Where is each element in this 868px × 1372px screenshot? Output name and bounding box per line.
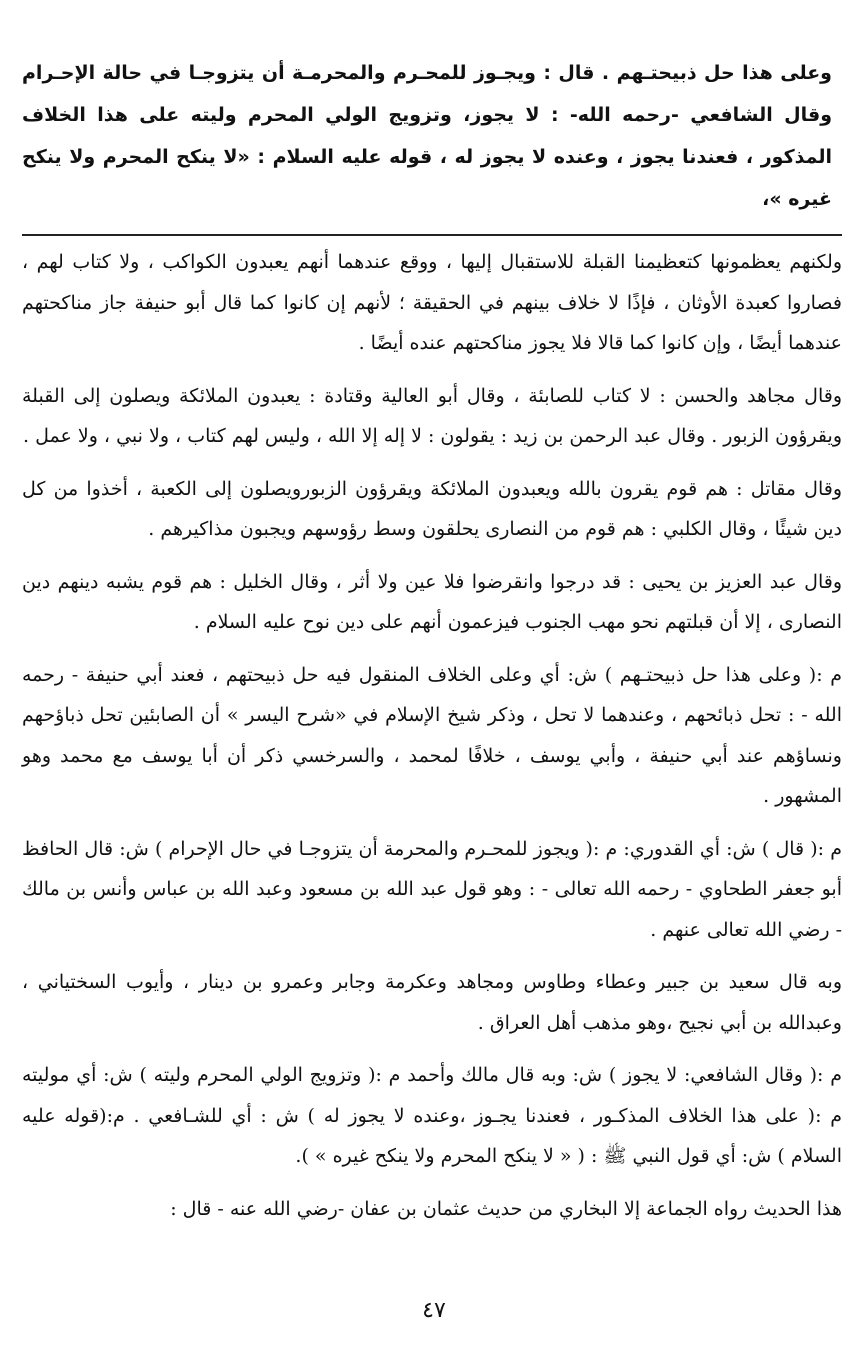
- matn-text: وعلى هذا حل ذبيحتـهم . قال : ويجـوز للمحـرم والمحرمـة أن يتزوجـا في حالة الإحـرام وقال الشافعي -رحمه الله- : لا يجوز، وتزويج الولي المحرم وليته على هذا الخلاف المذكور ، فعندنا يجوز ، وعنده لا يجوز له ، قوله عليه السلام : «لا ينكح المحرم ولا ينكح غيره »،: [22, 62, 832, 210]
- commentary-paragraph-2: وقال مجاهد والحسن : لا كتاب للصابئة ، وقال أبو العالية وقتادة : يعبدون الملائكة ويصلون إلى القبلة ويقرؤون الزبور . وقال عبد الرحمن بن زيد : يقولون : لا إله إلا الله ، وليس لهم كتاب ، ولا نبي ، ولا عمل .: [22, 384, 842, 447]
- commentary-paragraph-6: م :( قال ) ش: أي القدوري: م :( ويجوز للمحـرم والمحرمة أن يتزوجـا في حال الإحرام ) ش: قال الحافظ أبو جعفر الطحاوي - رحمه الله تعالى - : وهو قول عبد الله بن مسعود وعبد الله بن عباس وأنس بن مالك - رضي الله تعالى عنهم .: [22, 837, 842, 941]
- separator-rule: [22, 234, 842, 236]
- commentary-paragraph-4: وقال عبد العزيز بن يحيى : قد درجوا وانقرضوا فلا عين ولا أثر ، وقال الخليل : هم قوم يشبه دينهم دين النصارى ، إلا أن قبلتهم نحو مهب الجنوب فيزعمون أنهم على دين نوح عليه السلام .: [22, 570, 842, 633]
- commentary-paragraph-3: وقال مقاتل : هم قوم يقرون بالله ويعبدون الملائكة ويقرؤون الزبورويصلون إلى الكعبة ، أخذوا من كل دين شيئًا ، وقال الكلبي : هم قوم من النصارى يحلقون وسط رؤوسهم ويجبون مذاكيرهم .: [22, 477, 842, 540]
- commentary-paragraph-9: هذا الحديث رواه الجماعة إلا البخاري من حديث عثمان بن عفان -رضي الله عنه - قال :: [170, 1197, 842, 1220]
- page-number: ٤٧: [422, 1298, 446, 1323]
- page-body: [22, 52, 842, 1241]
- commentary-paragraph-7: وبه قال سعيد بن جبير وعطاء وطاوس ومجاهد وعكرمة وجابر وعمرو بن دينار ، وأيوب السختياني ، وعبدالله بن أبي نجيح ،وهو مذهب أهل العراق .: [22, 971, 842, 1034]
- commentary-paragraph-8: م :( وقال الشافعي: لا يجوز ) ش: وبه قال مالك وأحمد م :( وتزويج الولي المحرم وليته ) ش: أي موليته م :( على هذا الخلاف المذكـور ، فعندنا يجـوز ،وعنده لا يجوز له ) ش : أي للشـافعي . م:(قوله عليه السلام ) ش: أي قول النبي ﷺ : ( « لا ينكح المحرم ولا ينكح غيره » ).: [22, 1064, 842, 1167]
- commentary-paragraph-1: ولكنهم يعظمونها كتعظيمنا القبلة للاستقبال إليها ، ووقع عندهما أنهم يعبدون الكواكب ، ولا كتاب لهم ، فصاروا كعبدة الأوثان ، فإذًا لا خلاف بينهم في الحقيقة ؛ لأنهم إن كانوا كما قال أبو حنيفة جاز مناكحتهم عندهما أيضًا ، وإن كانوا كما قالا فلا يجوز مناكحتهم عنده أيضًا .: [22, 251, 842, 354]
- commentary-paragraph-5: م :( وعلى هذا حل ذبيحتـهم ) ش: أي وعلى الخلاف المنقول فيه حل ذبيحتهم ، فعند أبي حنيفة - رحمه الله - : تحل ذبائحهم ، وعندهما لا تحل ، وذكر شيخ الإسلام في «شرح اليسر » أن الصابئين تحل ذباؤحهم ونساؤهم عند أبي حنيفة ، وأبي يوسف ، خلافًا لمحمد ، والسرخسي ذكر أن أبا يوسف مع محمد وهو المشهور .: [22, 663, 842, 807]
